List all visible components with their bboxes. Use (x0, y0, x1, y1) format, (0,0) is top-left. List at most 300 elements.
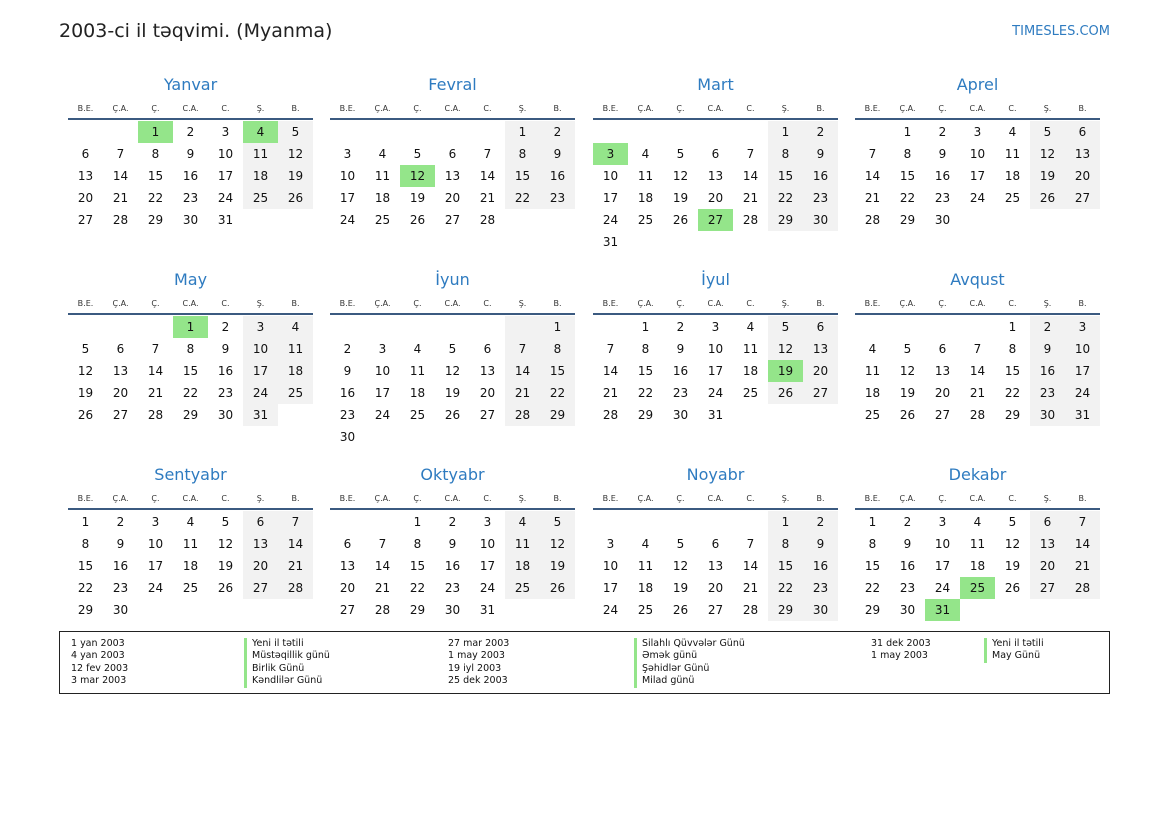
day-cell[interactable]: 24 (602, 213, 619, 227)
day-cell[interactable]: 30 (444, 603, 461, 617)
day-cell[interactable]: 17 (969, 169, 986, 183)
day-cell[interactable]: 9 (221, 342, 230, 356)
day-cell[interactable]: 21 (278, 555, 313, 577)
day-cell[interactable]: 15 (505, 165, 540, 187)
holiday-day[interactable]: 1 (138, 121, 173, 143)
day-cell[interactable]: 19 (217, 559, 234, 573)
day-cell[interactable]: 19 (899, 386, 916, 400)
day-cell[interactable]: 5 (676, 147, 685, 161)
day-cell[interactable]: 13 (707, 559, 724, 573)
day-cell[interactable]: 1 (868, 515, 877, 529)
day-cell[interactable]: 17 (707, 364, 724, 378)
day-cell[interactable]: 27 (1030, 577, 1065, 599)
day-cell[interactable]: 8 (768, 143, 803, 165)
day-cell[interactable]: 14 (112, 169, 129, 183)
holiday-day[interactable]: 4 (243, 121, 278, 143)
day-cell[interactable]: 31 (1065, 404, 1100, 426)
day-cell[interactable]: 28 (479, 213, 496, 227)
day-cell[interactable]: 17 (934, 559, 951, 573)
day-cell[interactable]: 9 (803, 533, 838, 555)
day-cell[interactable]: 11 (637, 169, 654, 183)
day-cell[interactable]: 20 (803, 360, 838, 382)
holiday-day[interactable]: 31 (925, 599, 960, 621)
day-cell[interactable]: 23 (899, 581, 916, 595)
day-cell[interactable]: 20 (112, 386, 129, 400)
day-cell[interactable]: 7 (1065, 511, 1100, 533)
day-cell[interactable]: 8 (540, 338, 575, 360)
day-cell[interactable]: 11 (864, 364, 881, 378)
day-cell[interactable]: 16 (217, 364, 234, 378)
day-cell[interactable]: 22 (768, 577, 803, 599)
day-cell[interactable]: 20 (934, 386, 951, 400)
day-cell[interactable]: 22 (182, 386, 199, 400)
day-cell[interactable]: 13 (77, 169, 94, 183)
day-cell[interactable]: 17 (602, 191, 619, 205)
day-cell[interactable]: 29 (182, 408, 199, 422)
day-cell[interactable]: 16 (1030, 360, 1065, 382)
day-cell[interactable]: 27 (707, 603, 724, 617)
day-cell[interactable]: 1 (413, 515, 422, 529)
day-cell[interactable]: 12 (1004, 537, 1021, 551)
day-cell[interactable]: 4 (868, 342, 877, 356)
day-cell[interactable]: 6 (1030, 511, 1065, 533)
day-cell[interactable]: 23 (217, 386, 234, 400)
day-cell[interactable]: 6 (711, 537, 720, 551)
day-cell[interactable]: 30 (339, 430, 356, 444)
day-cell[interactable]: 9 (186, 147, 195, 161)
day-cell[interactable]: 11 (243, 143, 278, 165)
day-cell[interactable]: 19 (672, 191, 689, 205)
day-cell[interactable]: 25 (1004, 191, 1021, 205)
day-cell[interactable]: 4 (413, 342, 422, 356)
day-cell[interactable]: 27 (243, 577, 278, 599)
day-cell[interactable]: 26 (1030, 187, 1065, 209)
day-cell[interactable]: 16 (540, 165, 575, 187)
day-cell[interactable]: 27 (444, 213, 461, 227)
day-cell[interactable]: 21 (147, 386, 164, 400)
day-cell[interactable]: 16 (899, 559, 916, 573)
day-cell[interactable]: 30 (803, 209, 838, 231)
day-cell[interactable]: 12 (1030, 143, 1065, 165)
day-cell[interactable]: 1 (81, 515, 90, 529)
day-cell[interactable]: 2 (903, 515, 912, 529)
day-cell[interactable]: 15 (77, 559, 94, 573)
day-cell[interactable]: 6 (938, 342, 947, 356)
day-cell[interactable]: 18 (969, 559, 986, 573)
day-cell[interactable]: 13 (934, 364, 951, 378)
day-cell[interactable]: 11 (1004, 147, 1021, 161)
day-cell[interactable]: 15 (1004, 364, 1021, 378)
day-cell[interactable]: 15 (864, 559, 881, 573)
day-cell[interactable]: 8 (868, 537, 877, 551)
day-cell[interactable]: 1 (768, 121, 803, 143)
day-cell[interactable]: 14 (1065, 533, 1100, 555)
day-cell[interactable]: 22 (768, 187, 803, 209)
day-cell[interactable]: 21 (969, 386, 986, 400)
day-cell[interactable]: 2 (803, 121, 838, 143)
day-cell[interactable]: 24 (147, 581, 164, 595)
day-cell[interactable]: 23 (803, 187, 838, 209)
day-cell[interactable]: 18 (243, 165, 278, 187)
day-cell[interactable]: 28 (969, 408, 986, 422)
day-cell[interactable]: 2 (343, 342, 352, 356)
day-cell[interactable]: 1 (903, 125, 912, 139)
day-cell[interactable]: 22 (1004, 386, 1021, 400)
day-cell[interactable]: 13 (1065, 143, 1100, 165)
day-cell[interactable]: 12 (540, 533, 575, 555)
day-cell[interactable]: 12 (899, 364, 916, 378)
day-cell[interactable]: 19 (278, 165, 313, 187)
day-cell[interactable]: 30 (1030, 404, 1065, 426)
day-cell[interactable]: 2 (676, 320, 685, 334)
day-cell[interactable]: 20 (479, 386, 496, 400)
day-cell[interactable]: 24 (339, 213, 356, 227)
day-cell[interactable]: 6 (711, 147, 720, 161)
day-cell[interactable]: 21 (742, 191, 759, 205)
day-cell[interactable]: 10 (147, 537, 164, 551)
day-cell[interactable]: 23 (444, 581, 461, 595)
day-cell[interactable]: 4 (641, 537, 650, 551)
day-cell[interactable]: 31 (217, 213, 234, 227)
day-cell[interactable]: 8 (641, 342, 650, 356)
day-cell[interactable]: 3 (243, 316, 278, 338)
day-cell[interactable]: 24 (602, 603, 619, 617)
day-cell[interactable]: 29 (768, 209, 803, 231)
day-cell[interactable]: 4 (505, 511, 540, 533)
day-cell[interactable]: 4 (378, 147, 387, 161)
day-cell[interactable]: 9 (540, 143, 575, 165)
day-cell[interactable]: 10 (602, 559, 619, 573)
day-cell[interactable]: 10 (243, 338, 278, 360)
day-cell[interactable]: 14 (278, 533, 313, 555)
day-cell[interactable]: 28 (602, 408, 619, 422)
day-cell[interactable]: 29 (637, 408, 654, 422)
day-cell[interactable]: 19 (540, 555, 575, 577)
day-cell[interactable]: 11 (278, 338, 313, 360)
day-cell[interactable]: 5 (1008, 515, 1017, 529)
day-cell[interactable]: 26 (217, 581, 234, 595)
day-cell[interactable]: 7 (746, 147, 755, 161)
day-cell[interactable]: 6 (81, 147, 90, 161)
day-cell[interactable]: 15 (637, 364, 654, 378)
day-cell[interactable]: 10 (934, 537, 951, 551)
day-cell[interactable]: 3 (483, 515, 492, 529)
day-cell[interactable]: 16 (182, 169, 199, 183)
day-cell[interactable]: 2 (803, 511, 838, 533)
day-cell[interactable]: 6 (1065, 121, 1100, 143)
day-cell[interactable]: 1 (505, 121, 540, 143)
day-cell[interactable]: 9 (676, 342, 685, 356)
day-cell[interactable]: 8 (81, 537, 90, 551)
day-cell[interactable]: 10 (969, 147, 986, 161)
day-cell[interactable]: 15 (540, 360, 575, 382)
day-cell[interactable]: 26 (409, 213, 426, 227)
day-cell[interactable]: 23 (339, 408, 356, 422)
day-cell[interactable]: 6 (448, 147, 457, 161)
day-cell[interactable]: 2 (540, 121, 575, 143)
day-cell[interactable]: 22 (505, 187, 540, 209)
day-cell[interactable]: 5 (540, 511, 575, 533)
day-cell[interactable]: 18 (409, 386, 426, 400)
day-cell[interactable]: 9 (1030, 338, 1065, 360)
day-cell[interactable]: 21 (374, 581, 391, 595)
day-cell[interactable]: 13 (803, 338, 838, 360)
day-cell[interactable]: 22 (637, 386, 654, 400)
day-cell[interactable]: 8 (413, 537, 422, 551)
day-cell[interactable]: 8 (505, 143, 540, 165)
day-cell[interactable]: 28 (112, 213, 129, 227)
day-cell[interactable]: 19 (672, 581, 689, 595)
day-cell[interactable]: 12 (768, 338, 803, 360)
day-cell[interactable]: 19 (409, 191, 426, 205)
day-cell[interactable]: 20 (77, 191, 94, 205)
day-cell[interactable]: 15 (409, 559, 426, 573)
day-cell[interactable]: 3 (606, 537, 615, 551)
day-cell[interactable]: 8 (186, 342, 195, 356)
day-cell[interactable]: 5 (221, 515, 230, 529)
day-cell[interactable]: 16 (672, 364, 689, 378)
day-cell[interactable]: 27 (112, 408, 129, 422)
day-cell[interactable]: 13 (479, 364, 496, 378)
day-cell[interactable]: 25 (182, 581, 199, 595)
day-cell[interactable]: 14 (864, 169, 881, 183)
day-cell[interactable]: 22 (77, 581, 94, 595)
day-cell[interactable]: 14 (374, 559, 391, 573)
day-cell[interactable]: 8 (768, 533, 803, 555)
day-cell[interactable]: 22 (409, 581, 426, 595)
day-cell[interactable]: 29 (768, 599, 803, 621)
day-cell[interactable]: 5 (448, 342, 457, 356)
day-cell[interactable]: 7 (746, 537, 755, 551)
day-cell[interactable]: 18 (278, 360, 313, 382)
day-cell[interactable]: 28 (1065, 577, 1100, 599)
day-cell[interactable]: 13 (444, 169, 461, 183)
day-cell[interactable]: 17 (147, 559, 164, 573)
day-cell[interactable]: 4 (186, 515, 195, 529)
day-cell[interactable]: 28 (742, 603, 759, 617)
day-cell[interactable]: 24 (934, 581, 951, 595)
day-cell[interactable]: 15 (768, 555, 803, 577)
day-cell[interactable]: 21 (1065, 555, 1100, 577)
day-cell[interactable]: 12 (77, 364, 94, 378)
day-cell[interactable]: 20 (339, 581, 356, 595)
day-cell[interactable]: 10 (707, 342, 724, 356)
day-cell[interactable]: 28 (864, 213, 881, 227)
day-cell[interactable]: 25 (637, 603, 654, 617)
day-cell[interactable]: 17 (602, 581, 619, 595)
holiday-day[interactable]: 25 (960, 577, 995, 599)
day-cell[interactable]: 19 (1004, 559, 1021, 573)
day-cell[interactable]: 10 (339, 169, 356, 183)
day-cell[interactable]: 30 (934, 213, 951, 227)
day-cell[interactable]: 15 (899, 169, 916, 183)
day-cell[interactable]: 16 (803, 165, 838, 187)
day-cell[interactable]: 10 (1065, 338, 1100, 360)
day-cell[interactable]: 2 (186, 125, 195, 139)
day-cell[interactable]: 12 (217, 537, 234, 551)
day-cell[interactable]: 3 (221, 125, 230, 139)
day-cell[interactable]: 6 (803, 316, 838, 338)
day-cell[interactable]: 30 (182, 213, 199, 227)
day-cell[interactable]: 18 (742, 364, 759, 378)
day-cell[interactable]: 25 (505, 577, 540, 599)
day-cell[interactable]: 9 (903, 537, 912, 551)
day-cell[interactable]: 6 (243, 511, 278, 533)
day-cell[interactable]: 26 (672, 213, 689, 227)
day-cell[interactable]: 8 (1008, 342, 1017, 356)
day-cell[interactable]: 20 (1065, 165, 1100, 187)
day-cell[interactable]: 28 (742, 213, 759, 227)
day-cell[interactable]: 18 (864, 386, 881, 400)
day-cell[interactable]: 25 (374, 213, 391, 227)
holiday-day[interactable]: 27 (698, 209, 733, 231)
day-cell[interactable]: 27 (803, 382, 838, 404)
day-cell[interactable]: 3 (938, 515, 947, 529)
day-cell[interactable]: 26 (672, 603, 689, 617)
day-cell[interactable]: 7 (151, 342, 160, 356)
day-cell[interactable]: 10 (374, 364, 391, 378)
day-cell[interactable]: 8 (151, 147, 160, 161)
day-cell[interactable]: 25 (864, 408, 881, 422)
day-cell[interactable]: 3 (973, 125, 982, 139)
day-cell[interactable]: 24 (479, 581, 496, 595)
day-cell[interactable]: 18 (1004, 169, 1021, 183)
day-cell[interactable]: 21 (505, 382, 540, 404)
day-cell[interactable]: 11 (505, 533, 540, 555)
day-cell[interactable]: 10 (602, 169, 619, 183)
day-cell[interactable]: 5 (1030, 121, 1065, 143)
day-cell[interactable]: 24 (707, 386, 724, 400)
day-cell[interactable]: 4 (278, 316, 313, 338)
day-cell[interactable]: 13 (243, 533, 278, 555)
day-cell[interactable]: 2 (221, 320, 230, 334)
day-cell[interactable]: 18 (374, 191, 391, 205)
day-cell[interactable]: 21 (479, 191, 496, 205)
day-cell[interactable]: 20 (243, 555, 278, 577)
day-cell[interactable]: 2 (116, 515, 125, 529)
day-cell[interactable]: 14 (505, 360, 540, 382)
day-cell[interactable]: 14 (742, 169, 759, 183)
day-cell[interactable]: 30 (899, 603, 916, 617)
day-cell[interactable]: 17 (243, 360, 278, 382)
day-cell[interactable]: 15 (768, 165, 803, 187)
day-cell[interactable]: 24 (217, 191, 234, 205)
day-cell[interactable]: 26 (899, 408, 916, 422)
day-cell[interactable]: 4 (973, 515, 982, 529)
day-cell[interactable]: 31 (243, 404, 278, 426)
day-cell[interactable]: 27 (1065, 187, 1100, 209)
day-cell[interactable]: 7 (278, 511, 313, 533)
day-cell[interactable]: 24 (243, 382, 278, 404)
day-cell[interactable]: 4 (1008, 125, 1017, 139)
day-cell[interactable]: 23 (672, 386, 689, 400)
day-cell[interactable]: 18 (505, 555, 540, 577)
day-cell[interactable]: 22 (864, 581, 881, 595)
day-cell[interactable]: 31 (707, 408, 724, 422)
day-cell[interactable]: 24 (1065, 382, 1100, 404)
day-cell[interactable]: 22 (899, 191, 916, 205)
day-cell[interactable]: 23 (540, 187, 575, 209)
day-cell[interactable]: 18 (182, 559, 199, 573)
day-cell[interactable]: 12 (278, 143, 313, 165)
day-cell[interactable]: 11 (374, 169, 391, 183)
day-cell[interactable]: 27 (479, 408, 496, 422)
day-cell[interactable]: 10 (217, 147, 234, 161)
day-cell[interactable]: 24 (374, 408, 391, 422)
day-cell[interactable]: 14 (479, 169, 496, 183)
day-cell[interactable]: 19 (444, 386, 461, 400)
day-cell[interactable]: 9 (938, 147, 947, 161)
day-cell[interactable]: 1 (540, 316, 575, 338)
site-link[interactable]: TIMESLES.COM (1012, 24, 1110, 39)
day-cell[interactable]: 31 (479, 603, 496, 617)
day-cell[interactable]: 4 (641, 147, 650, 161)
day-cell[interactable]: 25 (278, 382, 313, 404)
day-cell[interactable]: 5 (676, 537, 685, 551)
day-cell[interactable]: 27 (934, 408, 951, 422)
holiday-day[interactable]: 19 (768, 360, 803, 382)
day-cell[interactable]: 30 (672, 408, 689, 422)
day-cell[interactable]: 30 (217, 408, 234, 422)
day-cell[interactable]: 2 (938, 125, 947, 139)
day-cell[interactable]: 20 (707, 581, 724, 595)
day-cell[interactable]: 7 (116, 147, 125, 161)
day-cell[interactable]: 29 (147, 213, 164, 227)
day-cell[interactable]: 16 (112, 559, 129, 573)
day-cell[interactable]: 7 (606, 342, 615, 356)
day-cell[interactable]: 14 (742, 559, 759, 573)
day-cell[interactable]: 14 (969, 364, 986, 378)
day-cell[interactable]: 28 (505, 404, 540, 426)
day-cell[interactable]: 3 (378, 342, 387, 356)
day-cell[interactable]: 23 (112, 581, 129, 595)
day-cell[interactable]: 16 (934, 169, 951, 183)
day-cell[interactable]: 7 (973, 342, 982, 356)
day-cell[interactable]: 26 (444, 408, 461, 422)
day-cell[interactable]: 9 (803, 143, 838, 165)
day-cell[interactable]: 26 (1004, 581, 1021, 595)
day-cell[interactable]: 5 (903, 342, 912, 356)
day-cell[interactable]: 21 (602, 386, 619, 400)
day-cell[interactable]: 11 (969, 537, 986, 551)
day-cell[interactable]: 29 (540, 404, 575, 426)
day-cell[interactable]: 2 (1030, 316, 1065, 338)
holiday-day[interactable]: 3 (593, 143, 628, 165)
day-cell[interactable]: 24 (969, 191, 986, 205)
day-cell[interactable]: 12 (672, 169, 689, 183)
day-cell[interactable]: 16 (803, 555, 838, 577)
day-cell[interactable]: 25 (409, 408, 426, 422)
day-cell[interactable]: 17 (339, 191, 356, 205)
day-cell[interactable]: 1 (1008, 320, 1017, 334)
day-cell[interactable]: 7 (483, 147, 492, 161)
day-cell[interactable]: 16 (444, 559, 461, 573)
day-cell[interactable]: 6 (343, 537, 352, 551)
day-cell[interactable]: 11 (637, 559, 654, 573)
day-cell[interactable]: 16 (339, 386, 356, 400)
day-cell[interactable]: 14 (147, 364, 164, 378)
day-cell[interactable]: 17 (374, 386, 391, 400)
day-cell[interactable]: 9 (343, 364, 352, 378)
day-cell[interactable]: 11 (742, 342, 759, 356)
day-cell[interactable]: 27 (77, 213, 94, 227)
day-cell[interactable]: 30 (803, 599, 838, 621)
day-cell[interactable]: 29 (864, 603, 881, 617)
day-cell[interactable]: 7 (378, 537, 387, 551)
day-cell[interactable]: 5 (278, 121, 313, 143)
day-cell[interactable]: 21 (864, 191, 881, 205)
day-cell[interactable]: 19 (1030, 165, 1065, 187)
